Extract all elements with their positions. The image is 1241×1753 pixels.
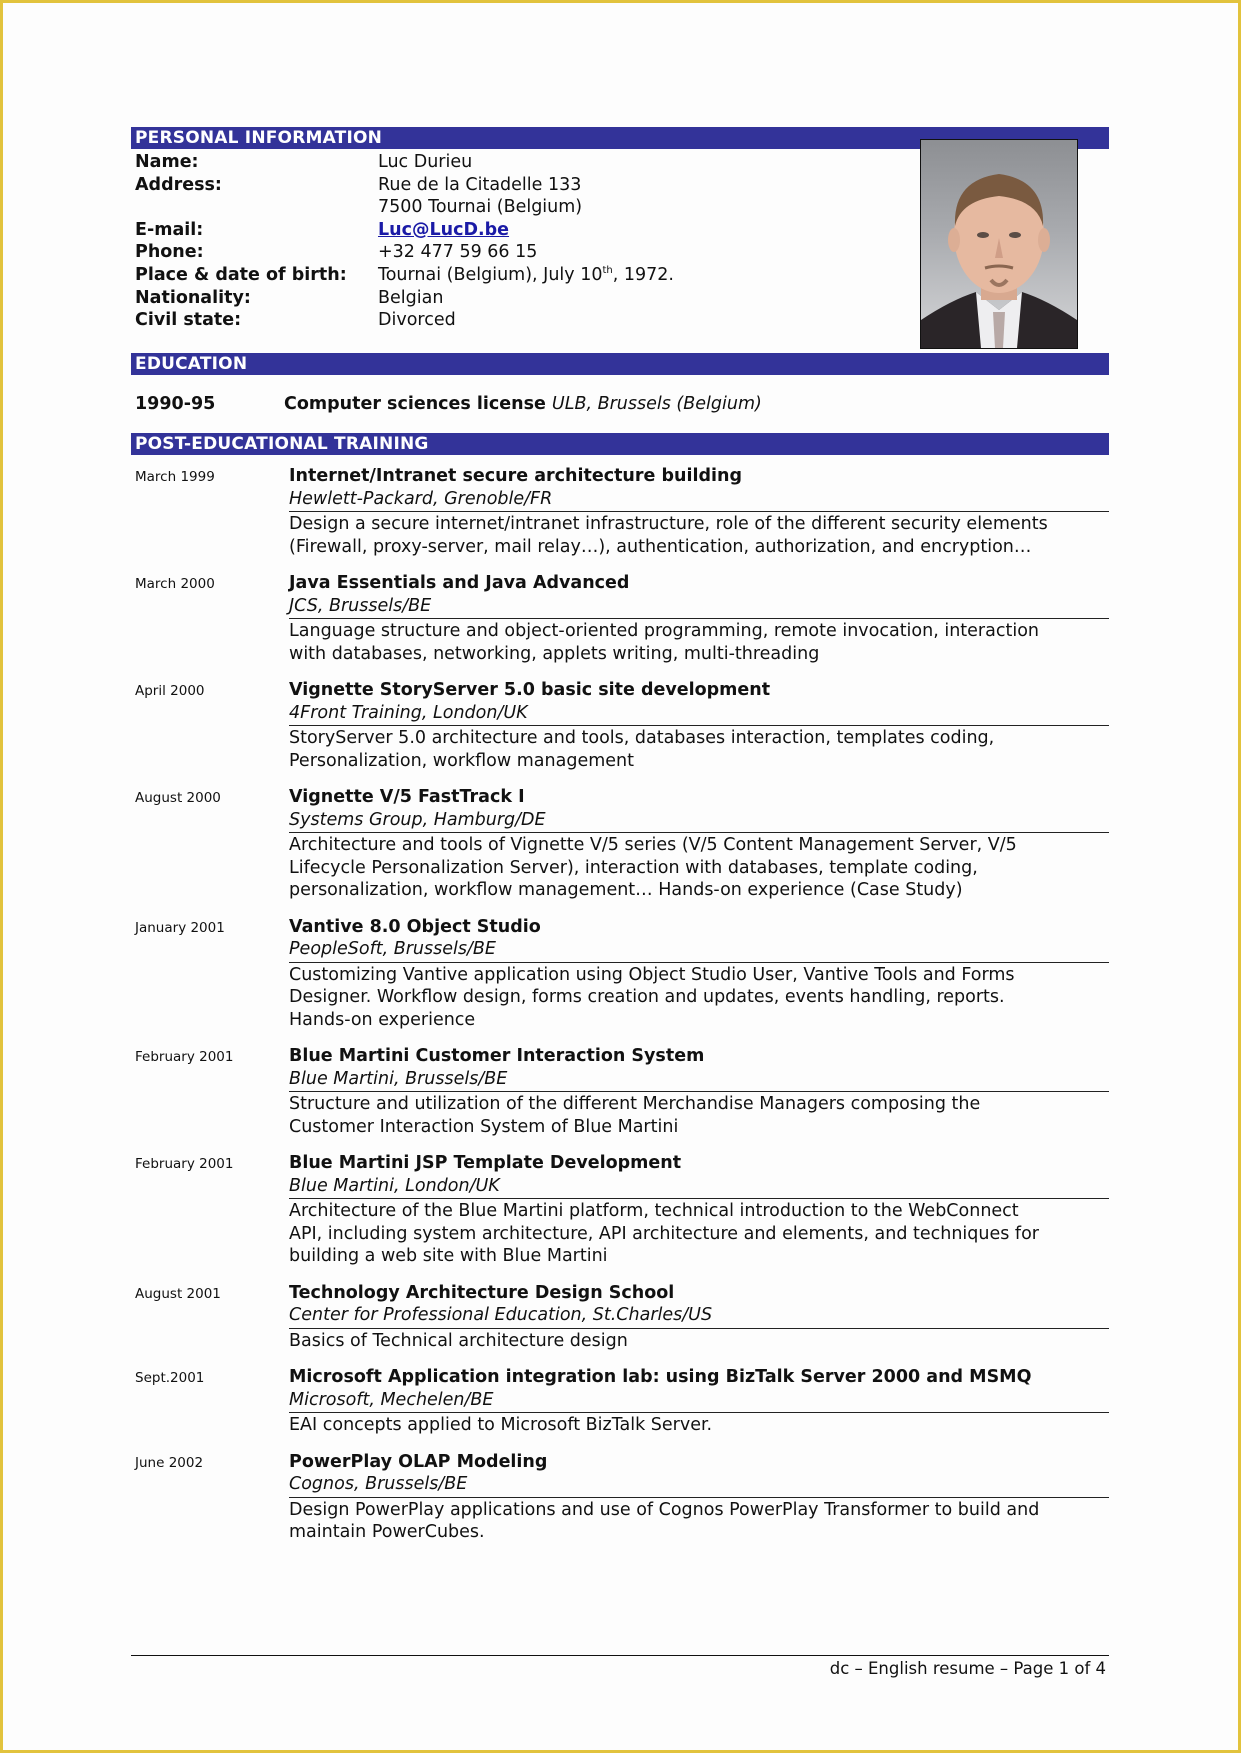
training-description xyxy=(289,1092,1109,1138)
training-date: March 2000 xyxy=(135,576,215,592)
training-title: Vantive 8.0 Object Studio xyxy=(289,916,541,937)
training-date: January 2001 xyxy=(135,919,225,936)
description-line: Customizing Vantive application using Object Studio User, Vantive Tools and Forms xyxy=(289,964,1015,985)
info-value: Luc Durieu xyxy=(378,152,473,172)
training-provider: Blue Martini, London/UK xyxy=(289,1175,1109,1200)
training-description xyxy=(289,1329,1109,1353)
info-value: Belgian xyxy=(378,287,444,308)
info-label: Place & date of birth: xyxy=(135,264,347,285)
education-degree: Computer sciences license xyxy=(284,394,546,414)
info-row-phone xyxy=(135,241,674,264)
training-body xyxy=(289,786,1109,902)
training-title: Internet/Intranet secure architecture building xyxy=(289,466,742,486)
training-title: Microsoft Application integration lab: using BizTalk Server 2000 and MSMQ xyxy=(289,1367,1032,1387)
email-link[interactable]: Luc@LucD.be xyxy=(378,219,510,240)
training-title: Vignette V/5 FastTrack I xyxy=(289,787,525,807)
training-date: Sept.2001 xyxy=(135,1370,205,1386)
personal-info-section xyxy=(131,127,1109,353)
training-description xyxy=(289,1498,1109,1544)
education-years: 1990-95 xyxy=(135,394,216,414)
training-entry xyxy=(131,786,1109,902)
training-provider: Blue Martini, Brussels/BE xyxy=(289,1068,1109,1093)
info-row-civil-state xyxy=(135,309,674,332)
info-row-birth xyxy=(135,264,674,287)
info-label: Phone: xyxy=(135,242,204,263)
training-entry xyxy=(131,572,1109,665)
description-line: Design a secure internet/intranet infrastructure, role of the different security elements xyxy=(289,514,1048,534)
training-entry xyxy=(131,679,1109,772)
training-body xyxy=(289,465,1109,558)
description-line: Hands-on experience xyxy=(289,1009,476,1030)
training-date: June 2002 xyxy=(135,1454,204,1471)
training-description xyxy=(289,963,1109,1032)
training-description xyxy=(289,726,1109,772)
training-title: Blue Martini JSP Template Development xyxy=(289,1153,682,1173)
info-label: Name: xyxy=(135,152,199,172)
description-line: Design PowerPlay applications and use of Cognos PowerPlay Transformer to build and xyxy=(289,1499,1040,1520)
training-date: March 1999 xyxy=(135,469,215,485)
description-line: Architecture and tools of Vignette V/5 series (V/5 Content Management Server, V/5 xyxy=(289,835,1017,855)
training-entry xyxy=(131,1282,1109,1353)
training-description xyxy=(289,512,1109,558)
description-line: Personalization, workflow management xyxy=(289,750,634,771)
resume-sheet xyxy=(131,127,1109,1558)
training-date: August 2001 xyxy=(135,1285,221,1302)
description-line: StoryServer 5.0 architecture and tools, databases interaction, templates coding, xyxy=(289,728,995,748)
description-line: API, including system architecture, API architecture and elements, and techniques for xyxy=(289,1223,1039,1244)
info-row-address-line2 xyxy=(135,196,674,219)
training-provider: Hewlett-Packard, Grenoble/FR xyxy=(289,488,1109,513)
description-line: building a web site with Blue Martini xyxy=(289,1246,608,1266)
description-line: (Firewall, proxy-server, mail relay…), authentication, authorization, and encryption… xyxy=(289,536,1032,557)
description-line: Lifecycle Personalization Server), interaction with databases, template coding, xyxy=(289,857,978,878)
personal-info-table xyxy=(135,151,674,332)
training-provider: Cognos, Brussels/BE xyxy=(289,1473,1109,1498)
training-provider: Microsoft, Mechelen/BE xyxy=(289,1389,1109,1414)
info-value xyxy=(378,264,674,287)
section-header-training: POST-EDUCATIONAL TRAINING xyxy=(131,433,1109,455)
training-title: Vignette StoryServer 5.0 basic site development xyxy=(289,680,771,700)
training-date: February 2001 xyxy=(135,1049,234,1065)
description-line: personalization, workflow management… Hands-on experience (Case Study) xyxy=(289,880,963,900)
info-value xyxy=(378,219,509,242)
training-date: February 2001 xyxy=(135,1156,234,1172)
info-label xyxy=(135,196,378,219)
info-row-address xyxy=(135,174,674,197)
info-value: +32 477 59 66 15 xyxy=(378,242,538,263)
training-body xyxy=(289,1152,1109,1268)
training-body xyxy=(289,1366,1109,1437)
training-list xyxy=(131,455,1109,1544)
training-body xyxy=(289,1282,1109,1353)
info-row-email xyxy=(135,219,674,242)
training-entry xyxy=(131,1366,1109,1437)
training-body xyxy=(289,916,1109,1032)
training-description xyxy=(289,833,1109,902)
info-row-nationality xyxy=(135,287,674,310)
info-row-name xyxy=(135,151,674,174)
training-provider: Center for Professional Education, St.Charles/US xyxy=(289,1304,1109,1329)
training-provider: Systems Group, Hamburg/DE xyxy=(289,809,1109,834)
training-provider: 4Front Training, London/UK xyxy=(289,702,1109,727)
info-label: Civil state: xyxy=(135,310,242,331)
info-label: Nationality: xyxy=(135,287,251,308)
education-school: ULB, Brussels (Belgium) xyxy=(551,394,762,414)
training-title: PowerPlay OLAP Modeling xyxy=(289,1451,548,1472)
training-body xyxy=(289,1451,1109,1544)
training-body xyxy=(289,1045,1109,1138)
ordinal-suffix: th xyxy=(602,264,613,276)
info-value: 7500 Tournai (Belgium) xyxy=(378,197,583,218)
section-header-education: EDUCATION xyxy=(131,353,1109,375)
info-value: Divorced xyxy=(378,310,456,331)
info-value: Rue de la Citadelle 133 xyxy=(378,174,582,195)
education-item xyxy=(131,375,1109,433)
training-entry xyxy=(131,1045,1109,1138)
birth-text: Tournai (Belgium), July 10 xyxy=(378,264,603,285)
training-body xyxy=(289,572,1109,665)
training-date: August 2000 xyxy=(135,790,221,806)
description-line: Structure and utilization of the different Merchandise Managers composing the xyxy=(289,1094,981,1114)
training-description xyxy=(289,1199,1109,1268)
training-body xyxy=(289,679,1109,772)
training-title: Technology Architecture Design School xyxy=(289,1282,675,1303)
description-line: Customer Interaction System of Blue Martini xyxy=(289,1116,679,1137)
page-footer: dc – English resume – Page 1 of 4 xyxy=(829,1659,1106,1678)
training-entry xyxy=(131,465,1109,558)
description-line: maintain PowerCubes. xyxy=(289,1522,485,1542)
info-label: Address: xyxy=(135,174,222,195)
birth-year: , 1972. xyxy=(612,264,674,285)
training-entry xyxy=(131,916,1109,1032)
training-description xyxy=(289,1413,1109,1437)
description-line: Basics of Technical architecture design xyxy=(289,1330,628,1351)
training-provider: PeopleSoft, Brussels/BE xyxy=(289,938,1109,963)
training-entry xyxy=(131,1451,1109,1544)
description-line: Designer. Workflow design, forms creation and updates, events handling, reports. xyxy=(289,987,1005,1007)
training-provider: JCS, Brussels/BE xyxy=(289,595,1109,620)
description-line: Architecture of the Blue Martini platform, technical introduction to the WebConnect xyxy=(289,1201,1019,1221)
section-header-personal: PERSONAL INFORMATION xyxy=(131,127,1109,149)
info-label: E-mail: xyxy=(135,219,204,240)
description-line: with databases, networking, applets writing, multi-threading xyxy=(289,643,820,664)
footer-divider xyxy=(131,1655,1109,1656)
training-entry xyxy=(131,1152,1109,1268)
description-line: Language structure and object-oriented programming, remote invocation, interaction xyxy=(289,621,1039,641)
profile-photo xyxy=(920,139,1078,349)
training-description xyxy=(289,619,1109,665)
training-title: Java Essentials and Java Advanced xyxy=(289,573,630,593)
portrait-icon xyxy=(921,140,1077,348)
description-line: EAI concepts applied to Microsoft BizTalk Server. xyxy=(289,1415,713,1435)
training-title: Blue Martini Customer Interaction System xyxy=(289,1046,705,1066)
training-date: April 2000 xyxy=(135,683,205,699)
